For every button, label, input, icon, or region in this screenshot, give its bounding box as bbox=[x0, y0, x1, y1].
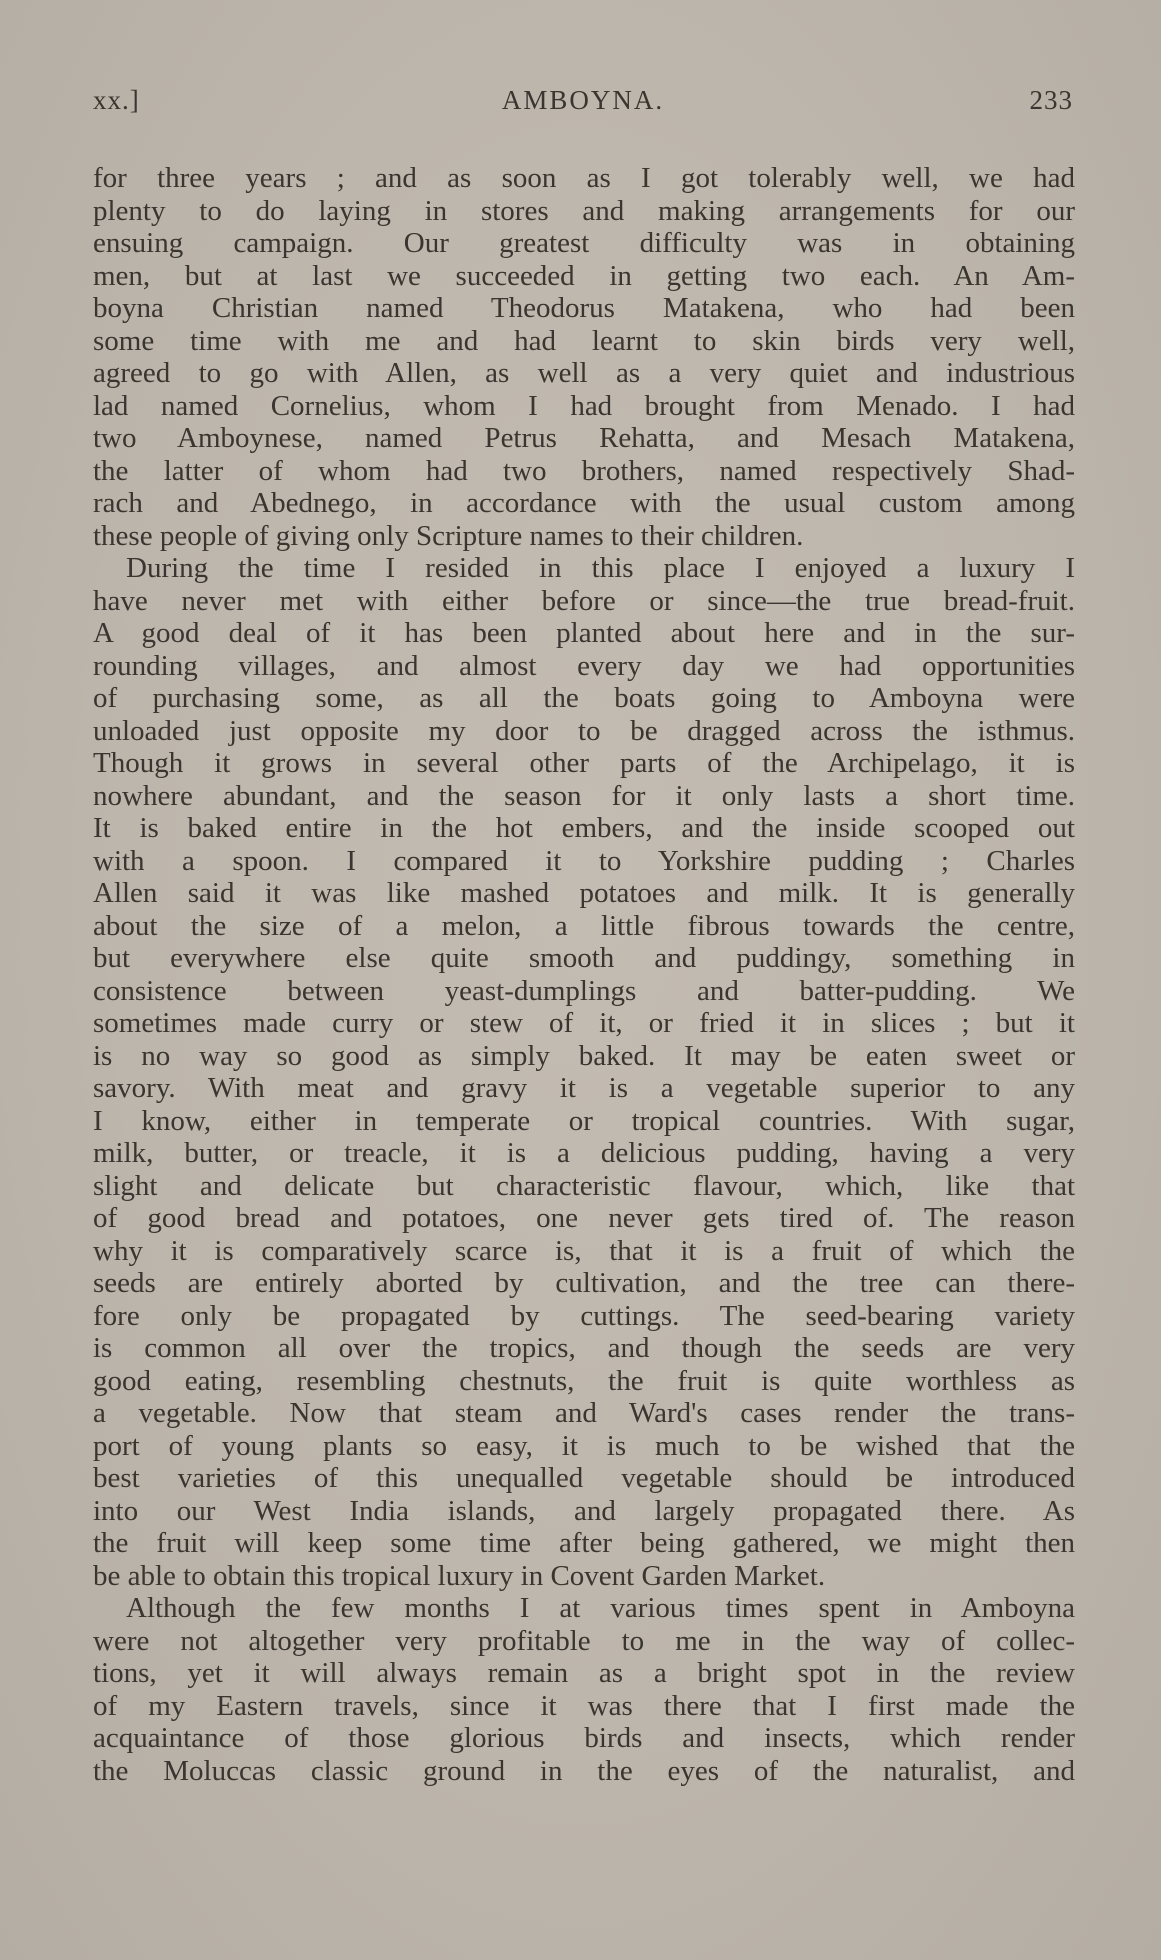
text-line: seeds are entirely aborted by cultivation, and the tree can there- bbox=[93, 1267, 1075, 1299]
text-line: of my Eastern travels, since it was there that I first made the bbox=[93, 1689, 1075, 1722]
text-line: into our West India islands, and largely propagated there. As bbox=[93, 1494, 1075, 1527]
text-line: agreed to go with Allen, as well as a very quiet and industrious bbox=[93, 357, 1075, 389]
text-line: milk, butter, or treacle, it is a delicious pudding, having a very bbox=[93, 1137, 1075, 1169]
text-line: the Moluccas classic ground in the eyes of the naturalist, and bbox=[93, 1754, 1075, 1787]
text-line: is common all over the tropics, and though the seeds are very bbox=[93, 1332, 1075, 1364]
text-line: a vegetable. Now that steam and Ward's cases render the trans- bbox=[93, 1397, 1075, 1429]
text-line: two Amboynese, named Petrus Rehatta, and Mesach Matakena, bbox=[93, 422, 1075, 454]
body-text bbox=[93, 162, 1075, 1787]
text-line: During the time I resided in this place I enjoyed a luxury I bbox=[126, 552, 1075, 584]
text-line: these people of giving only Scripture names to their children. bbox=[93, 519, 804, 552]
text-line: rounding villages, and almost every day we had opportunities bbox=[93, 649, 1075, 682]
text-line: about the size of a melon, a little fibrous towards the centre, bbox=[93, 909, 1075, 942]
text-line: some time with me and had learnt to skin birds very well, bbox=[93, 324, 1075, 357]
text-line: ensuing campaign. Our greatest difficulty was in obtaining bbox=[93, 227, 1075, 259]
text-line: lad named Cornelius, whom I had brought from Menado. I had bbox=[93, 389, 1075, 422]
text-line: but everywhere else quite smooth and puddingy, something in bbox=[93, 942, 1075, 974]
page-number: 233 bbox=[1029, 85, 1073, 115]
text-line: were not altogether very profitable to me in the way of collec- bbox=[93, 1624, 1075, 1657]
text-line: with a spoon. I compared it to Yorkshire pudding ; Charles bbox=[93, 844, 1075, 877]
text-line: Though it grows in several other parts of the Archipelago, it is bbox=[93, 747, 1075, 779]
text-line: best varieties of this unequalled vegetable should be introduced bbox=[93, 1462, 1075, 1494]
text-line: nowhere abundant, and the season for it only lasts a short time. bbox=[93, 779, 1075, 812]
text-line: sometimes made curry or stew of it, or fried it in slices ; but it bbox=[93, 1007, 1075, 1039]
text-line: rach and Abednego, in accordance with the usual custom among bbox=[93, 487, 1075, 519]
text-line: is no way so good as simply baked. It may be eaten sweet or bbox=[93, 1039, 1075, 1072]
text-line: have never met with either before or since—the true bread-fruit. bbox=[93, 584, 1075, 617]
text-line: Although the few months I at various times spent in Amboyna bbox=[126, 1592, 1075, 1624]
text-line: of good bread and potatoes, one never gets tired of. The reason bbox=[93, 1202, 1075, 1234]
text-line: port of young plants so easy, it is much to be wished that the bbox=[93, 1429, 1075, 1462]
text-line: boyna Christian named Theodorus Matakena, who had been bbox=[93, 292, 1075, 324]
text-line: for three years ; and as soon as I got tolerably well, we had bbox=[93, 162, 1075, 194]
text-line: fore only be propagated by cuttings. The seed-bearing variety bbox=[93, 1299, 1075, 1332]
text-line: the latter of whom had two brothers, named respectively Shad- bbox=[93, 454, 1075, 487]
text-line: of purchasing some, as all the boats going to Amboyna were bbox=[93, 682, 1075, 714]
text-line: be able to obtain this tropical luxury in Covent Garden Market. bbox=[93, 1559, 826, 1592]
text-line: It is baked entire in the hot embers, and the inside scooped out bbox=[93, 812, 1075, 844]
text-line: acquaintance of those glorious birds and insects, which render bbox=[93, 1722, 1075, 1754]
chapter-number: xx.] bbox=[93, 85, 140, 115]
text-line: slight and delicate but characteristic flavour, which, like that bbox=[93, 1169, 1075, 1202]
text-line: consistence between yeast-dumplings and batter-pudding. We bbox=[93, 974, 1075, 1007]
text-line: why it is comparatively scarce is, that it is a fruit of which the bbox=[93, 1234, 1075, 1267]
running-head bbox=[93, 85, 1073, 125]
text-line: plenty to do laying in stores and making arrangements for our bbox=[93, 194, 1075, 227]
text-line: good eating, resembling chestnuts, the fruit is quite worthless as bbox=[93, 1364, 1075, 1397]
text-line: I know, either in temperate or tropical countries. With sugar, bbox=[93, 1104, 1075, 1137]
text-line: savory. With meat and gravy it is a vegetable superior to any bbox=[93, 1072, 1075, 1104]
text-line: the fruit will keep some time after being gathered, we might then bbox=[93, 1527, 1075, 1559]
text-line: unloaded just opposite my door to be dragged across the isthmus. bbox=[93, 714, 1075, 747]
text-line: A good deal of it has been planted about here and in the sur- bbox=[93, 617, 1075, 649]
running-title: AMBOYNA. bbox=[501, 85, 665, 115]
text-line: men, but at last we succeeded in getting two each. An Am- bbox=[93, 259, 1075, 292]
text-line: Allen said it was like mashed potatoes and milk. It is generally bbox=[93, 877, 1075, 909]
text-line: tions, yet it will always remain as a bright spot in the review bbox=[93, 1657, 1075, 1689]
